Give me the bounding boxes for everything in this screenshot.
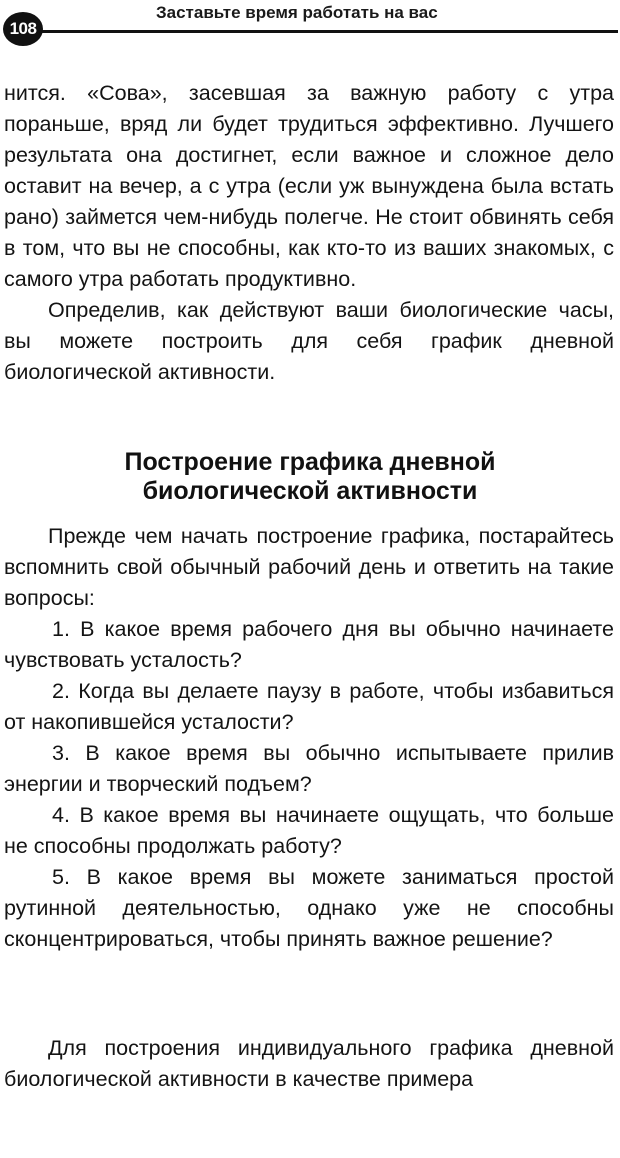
page-number: 108	[3, 12, 43, 46]
page-header	[0, 0, 620, 44]
opening-text	[4, 78, 614, 388]
question-item: 3. В какое время вы обычно испытываете прилив энергии и творческий подъем?	[4, 741, 614, 796]
question-item: 1. В какое время рабочего дня вы обычно начинаете чувствовать усталость?	[4, 617, 614, 672]
closing-paragraph: Для построения индивидуального графика дневной биологической активности в качестве примера	[4, 1036, 614, 1091]
paragraph-continuation: нится. «Сова», засевшая за важную работу с утра пораньше, вряд ли будет трудиться эффективно. Лучшего результата она достигнет, если важное и сложное дело оставит на вечер, а с утра (если уж вынуждена была встать рано) займется чем-нибудь полегче. Не стоит обвинять себя в том, что вы не способны, как кто-то из ваших знакомых, с самого утра работать продуктивно.	[4, 81, 614, 291]
question-item: 4. В какое время вы начинаете ощущать, что больше не способны продолжать работу?	[4, 803, 614, 858]
section-text	[4, 521, 614, 955]
paragraph-biological-clock: Определив, как действуют ваши биологические часы, вы можете построить для себя график дневной биологической активности.	[4, 298, 614, 384]
section-heading	[0, 448, 620, 506]
question-item: 2. Когда вы делаете паузу в работе, чтобы избавиться от накопившейся усталости?	[4, 679, 614, 734]
header-rule	[40, 30, 618, 33]
section-intro: Прежде чем начать построение графика, постарайтесь вспомнить свой обычный рабочий день и ответить на такие вопросы:	[4, 524, 614, 610]
question-item: 5. В какое время вы можете заниматься простой рутинной деятельностью, однако уже не способны сконцентрироваться, чтобы принять важное решение?	[4, 865, 614, 951]
section-heading-line-1: Построение графика дневной	[124, 448, 496, 476]
running-title: Заставьте время работать на вас	[156, 3, 438, 22]
section-heading-line-2: биологической активности	[142, 477, 478, 505]
closing-text	[4, 1033, 614, 1095]
